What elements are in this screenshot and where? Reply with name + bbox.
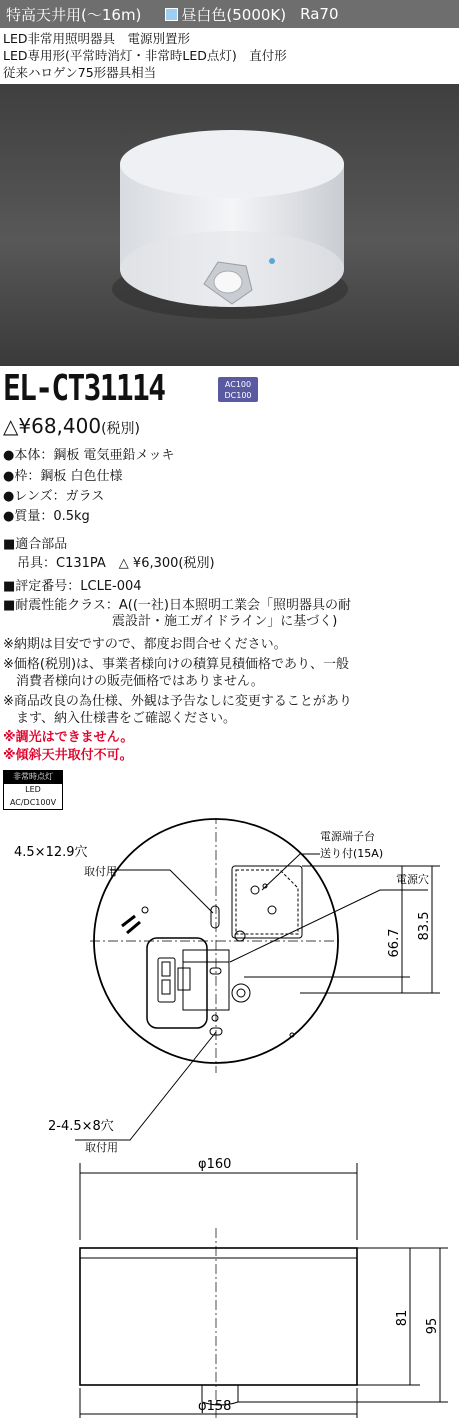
seismic-class-line-2: 震設計・施工ガイドライン」に基づく) xyxy=(112,614,338,629)
subtitle-line-3: 従来ハロゲン75形器具相当 xyxy=(3,65,157,80)
dim-81: 81 xyxy=(395,1309,410,1327)
price xyxy=(3,414,140,438)
ceiling-height-label: 特高天井用(～16m) xyxy=(6,5,142,24)
price-value: △¥68,400 xyxy=(3,414,102,438)
emergency-label-led: LED xyxy=(25,785,41,794)
note-line: ※納期は目安ですので、都度お問合せください。 xyxy=(3,637,287,652)
voltage-badge-dc: DC100 xyxy=(224,391,252,400)
hole-top-label: 4.5×12.9穴 xyxy=(14,845,88,860)
emergency-label-voltage: AC/DC100V xyxy=(9,797,57,807)
spec-line: ●質量：0.5kg xyxy=(3,509,90,524)
dim-66-7: 66.7 xyxy=(387,928,402,958)
product-photo xyxy=(0,84,459,366)
hole-top-use: 取付用 xyxy=(84,865,117,878)
mount-slot-top xyxy=(211,906,219,928)
dia-158-label: φ158 xyxy=(198,1399,232,1414)
spec-header-bar xyxy=(0,0,459,28)
spec-line: ●本体：鋼板 電気亜鉛メッキ xyxy=(3,448,175,463)
hole-bottom-use: 取付用 xyxy=(85,1141,118,1154)
dim-83-5: 83.5 xyxy=(417,911,432,941)
voltage-badge xyxy=(218,377,258,402)
model-number: EL-CT31114 xyxy=(3,368,165,409)
terminal-block xyxy=(232,866,302,938)
note-line: ※価格(税別)は、事業者様向けの積算見積価格であり、一般 xyxy=(3,657,350,672)
fixture-image xyxy=(0,84,459,366)
note-line: ※商品改良の為仕様、外観は予告なしに変更することがあり xyxy=(3,694,352,709)
emergency-label-title: 非常時点灯 xyxy=(4,771,62,784)
price-tax: (税別) xyxy=(101,421,141,437)
emergency-label-box xyxy=(3,770,63,810)
seismic-class-line-1: ■耐震性能クラス：A((一社)日本照明工業会「照明器具の耐 xyxy=(3,598,352,613)
spec-line: ●枠：鋼板 白色仕様 xyxy=(3,469,123,484)
note-line: ます、納入仕様書をご確認ください。 xyxy=(3,711,236,726)
parts-title: ■適合部品 xyxy=(3,537,68,552)
color-temperature-label: 昼白色(5000K) xyxy=(181,5,287,24)
ra-label: Ra70 xyxy=(300,5,339,23)
subtitle-line-2: LED専用形(平常時消灯・非常時LED点灯) 直付形 xyxy=(3,48,287,63)
dia-160-label: φ160 xyxy=(198,1157,232,1172)
rating-number: ■評定番号：LCLE-004 xyxy=(3,579,142,594)
terminal-label: 電源端子台 xyxy=(320,830,375,843)
power-hole-label: 電源穴 xyxy=(396,873,429,886)
dim-95: 95 xyxy=(425,1317,440,1335)
voltage-badge-ac: AC100 xyxy=(224,380,252,389)
spec-line: ●レンズ：ガラス xyxy=(3,489,105,504)
dimension-drawing xyxy=(0,818,459,1423)
terminal-spec: 送り付(15A) xyxy=(320,847,384,860)
color-square-icon xyxy=(165,8,178,21)
side-view-body xyxy=(80,1248,357,1385)
parts-item: 吊具：C131PA △ ¥6,300(税別) xyxy=(17,556,215,571)
subtitle-line-1: LED非常用照明器具 電源別置形 xyxy=(3,31,190,46)
note-line: 消費者様向けの販売価格ではありません。 xyxy=(3,674,264,689)
led-housing xyxy=(147,938,207,1028)
hole-bottom-label: 2-4.5×8穴 xyxy=(48,1119,114,1134)
warning-slope: ※傾斜天井取付不可。 xyxy=(3,748,133,763)
warning-dimming: ※調光はできません。 xyxy=(3,730,134,745)
